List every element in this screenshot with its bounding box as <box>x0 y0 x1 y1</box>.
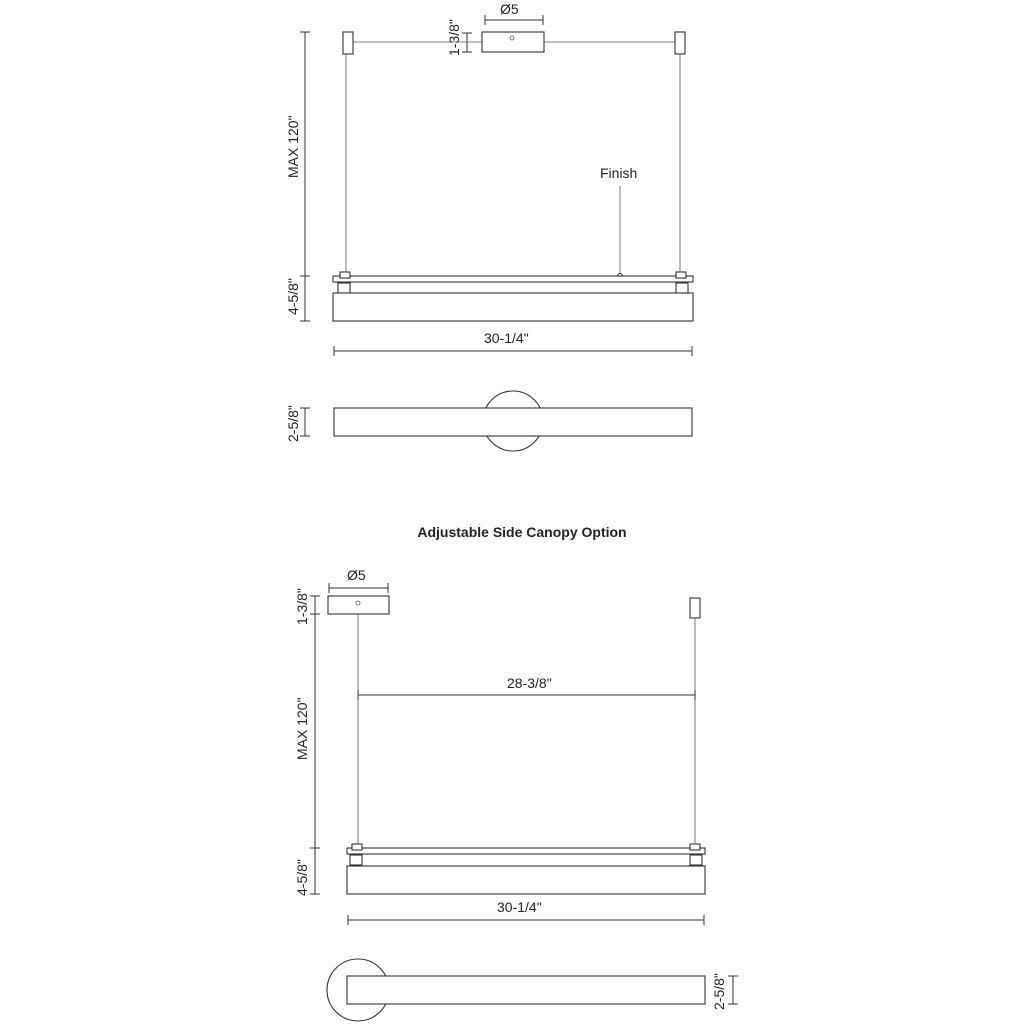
bottom-span-label: 28-3/8" <box>507 675 552 691</box>
bottom-light-bar <box>347 866 705 894</box>
section-title: Adjustable Side Canopy Option <box>417 524 627 540</box>
top-right-mount <box>675 32 685 54</box>
bottom-side-height-label: 2-5/8" <box>711 973 727 1010</box>
top-canopy-height-label: 1-3/8" <box>446 19 462 56</box>
top-side-height-label: 2-5/8" <box>285 405 301 442</box>
top-max-drop-label: MAX 120" <box>285 115 301 178</box>
top-rail <box>333 276 693 282</box>
top-light-bar <box>333 293 693 321</box>
top-side-view <box>285 391 692 451</box>
top-side-bar <box>334 408 692 436</box>
bottom-fixture-height-label: 4-5/8" <box>294 859 310 896</box>
bottom-right-mount <box>690 598 700 618</box>
top-fixture-height-label: 4-5/8" <box>285 278 301 315</box>
top-length-label: 30-1/4" <box>484 330 529 346</box>
top-canopy-diameter-label: Ø5 <box>500 1 519 17</box>
top-canopy <box>482 32 544 52</box>
top-elevation <box>285 1 693 356</box>
top-finish-label: Finish <box>600 165 638 181</box>
bottom-side-bar <box>347 976 705 1004</box>
bottom-side-view <box>327 959 738 1021</box>
bottom-rail <box>347 848 705 854</box>
top-left-mount <box>343 32 353 54</box>
bottom-length-label: 30-1/4" <box>497 899 542 915</box>
bottom-canopy-height-label: 1-3/8" <box>294 588 310 625</box>
bottom-canopy-diameter-label: Ø5 <box>347 567 366 583</box>
bottom-max-drop-label: MAX 120" <box>294 697 310 760</box>
bottom-elevation <box>294 567 705 925</box>
